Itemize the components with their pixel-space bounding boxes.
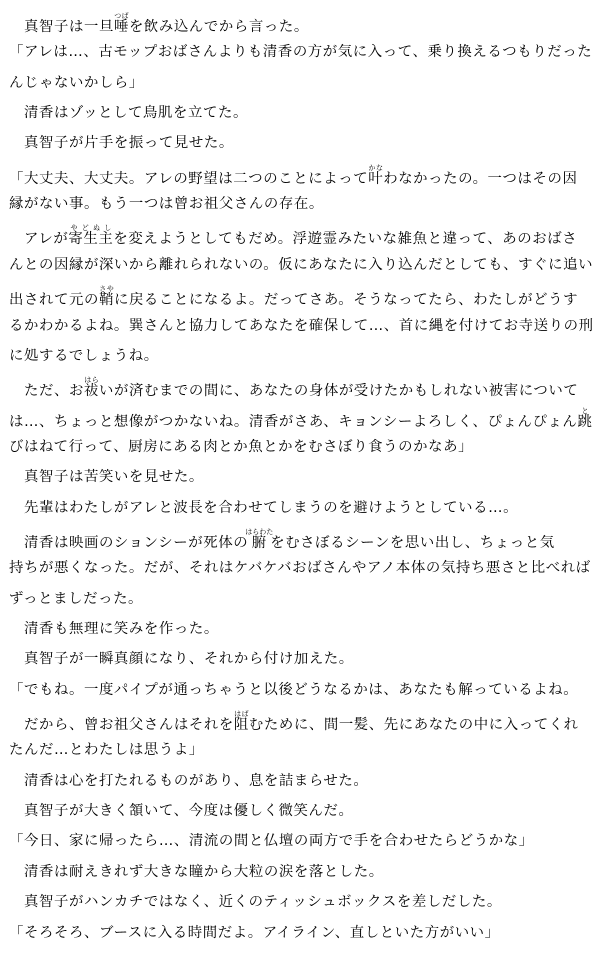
text-segment: ただ、お (9, 383, 84, 400)
text-line (9, 376, 579, 400)
text-line (9, 710, 579, 734)
ruby-word (368, 163, 384, 187)
text-line (9, 346, 159, 366)
text-line (9, 316, 594, 336)
text-line (9, 498, 518, 518)
text-segment: ずっとましだった。 (9, 590, 144, 607)
ruby-reading: はら (83, 376, 99, 385)
ruby-reading: かな (368, 163, 384, 172)
text-segment: は…、ちょっと想像がつかないね。清香がさあ、キョンシーよろしく、ぴょんぴょん (9, 413, 578, 430)
text-segment: を変えようとしてもだめ。浮遊霊みたいな雑魚と違って、あのおばさ (113, 231, 578, 248)
text-segment: いが済むまでの間に、あなたの身体が受けたかもしれない被害について (98, 383, 579, 400)
text-line (9, 255, 593, 275)
text-segment: 「大丈夫、大丈夫。アレの野望は二つのことによって (9, 170, 369, 187)
text-segment: 先輩はわたしがアレと波長を合わせてしまうのを避けようとしている…。 (9, 499, 519, 516)
text-line (9, 589, 143, 609)
ruby-reading: と (577, 406, 593, 415)
text-segment: るかわかるよね。巽さんと協力してあなたを確保して…、首に縄を付けてお寺送りの刑 (9, 317, 594, 334)
text-segment: 「今日、家に帰ったら…、清流の間と仏壇の両方で手を合わせたらどうかな」 (9, 833, 534, 850)
ruby-base: 腑 (245, 534, 274, 551)
text-segment: 清香も無理に笑みを作った。 (9, 621, 219, 637)
ruby-word (83, 376, 99, 400)
text-line (9, 194, 324, 214)
text-line (9, 740, 204, 760)
ruby-reading: さや (98, 285, 114, 294)
text-line (9, 12, 309, 35)
text-line (9, 73, 144, 93)
ruby-reading: つば (113, 12, 129, 20)
ruby-base: 唾 (113, 19, 129, 35)
text-line (9, 558, 591, 578)
text-segment: 「でもね。一度パイプが通っちゃうと以後どうなるかは、あなたも解っているよね。 (9, 681, 579, 698)
text-segment: 縁がない事。もう一つは曾お祖父さんの存在。 (9, 196, 324, 213)
text-segment: 真智子が一瞬真顔になり、それから付け加えた。 (9, 651, 354, 668)
text-segment: アレが (9, 231, 69, 248)
ruby-word (245, 527, 274, 551)
ruby-base: 跳 (577, 413, 593, 430)
text-line (9, 224, 578, 248)
text-line (9, 163, 578, 187)
text-segment: たんだ…とわたしは思うよ」 (9, 742, 204, 759)
text-line (9, 649, 354, 669)
ruby-reading: やどぬし (68, 224, 114, 233)
text-line (9, 831, 534, 851)
ruby-base: 鞘 (98, 292, 114, 309)
text-segment: 「そろそろ、ブースに入る時間だよ。アイライン、直しといた方がいい」 (9, 924, 500, 941)
text-line (9, 437, 473, 457)
text-segment: だから、曾お祖父さんはそれを (9, 717, 234, 734)
text-segment: 真智子が片手を振って見せた。 (9, 135, 234, 152)
ruby-word (98, 285, 114, 309)
text-line (9, 680, 578, 700)
text-line (9, 862, 384, 882)
text-line (9, 801, 354, 821)
ruby-word (233, 710, 249, 734)
text-line (9, 923, 500, 943)
ruby-base: 叶 (368, 170, 384, 187)
text-line (9, 527, 555, 551)
ruby-base: 寄生主 (68, 231, 114, 248)
text-segment: を飲み込んでから言った。 (128, 19, 309, 35)
text-line (9, 133, 234, 153)
text-line (9, 42, 592, 62)
text-line (9, 467, 204, 487)
ruby-word (68, 224, 114, 248)
text-segment: 清香は映画のションシーが死体の (9, 534, 249, 551)
text-segment: 真智子がハンカチではなく、近くのティッシュボックスを差しだした。 (9, 894, 502, 911)
text-segment: をむさぼるシーンを思い出し、ちょっと気 (270, 534, 555, 551)
text-segment: 清香は耐えきれず大きな瞳から大粒の涙を落とした。 (9, 863, 384, 880)
text-line (9, 771, 368, 791)
text-line (9, 103, 248, 123)
text-segment: 持ちが悪くなった。だが、それはケバケバおばさんやアノ本体の気持ち悪さと比べれば (9, 560, 591, 577)
ruby-reading: はば (233, 710, 249, 719)
ruby-base: 阻 (233, 717, 249, 734)
text-line (9, 892, 502, 912)
text-segment: むために、間一髪、先にあなたの中に入ってくれ (248, 717, 579, 734)
text-segment: 清香は心を打たれるものがあり、息を詰まらせた。 (9, 772, 369, 789)
ruby-reading: はらわた (245, 527, 274, 536)
text-line (9, 406, 593, 430)
text-segment: 清香はゾッとして鳥肌を立てた。 (9, 105, 248, 122)
ruby-base: 祓 (83, 383, 99, 400)
text-line (9, 619, 219, 639)
text-segment: 真智子は一旦 (9, 19, 114, 35)
ruby-word (577, 406, 593, 430)
text-segment: びはねて行って、厨房にある肉とか魚とかをむさぼり食うのかなあ」 (9, 438, 474, 455)
text-segment: んじゃないかしら」 (9, 74, 144, 91)
text-line (9, 285, 579, 309)
text-segment: 真智子が大きく頷いて、今度は優しく微笑んだ。 (9, 803, 354, 820)
text-segment: に戻ることになるよ。だってさあ。そうなってたら、わたしがどうす (113, 292, 579, 309)
text-segment: 「アレは…、古モップおばさんよりも清香の方が気に入って、乗り換えるつもりだった (9, 44, 593, 61)
ruby-word (113, 12, 129, 35)
text-segment: 出されて元の (9, 292, 99, 309)
text-segment: 真智子は苦笑いを見せた。 (9, 469, 204, 486)
text-segment: わなかったの。一つはその因 (383, 170, 578, 187)
text-segment: んとの因縁が深いから離れられないの。仮にあなたに入り込んだとしても、すぐに追い (9, 256, 594, 273)
text-segment: に処するでしょうね。 (9, 347, 159, 364)
